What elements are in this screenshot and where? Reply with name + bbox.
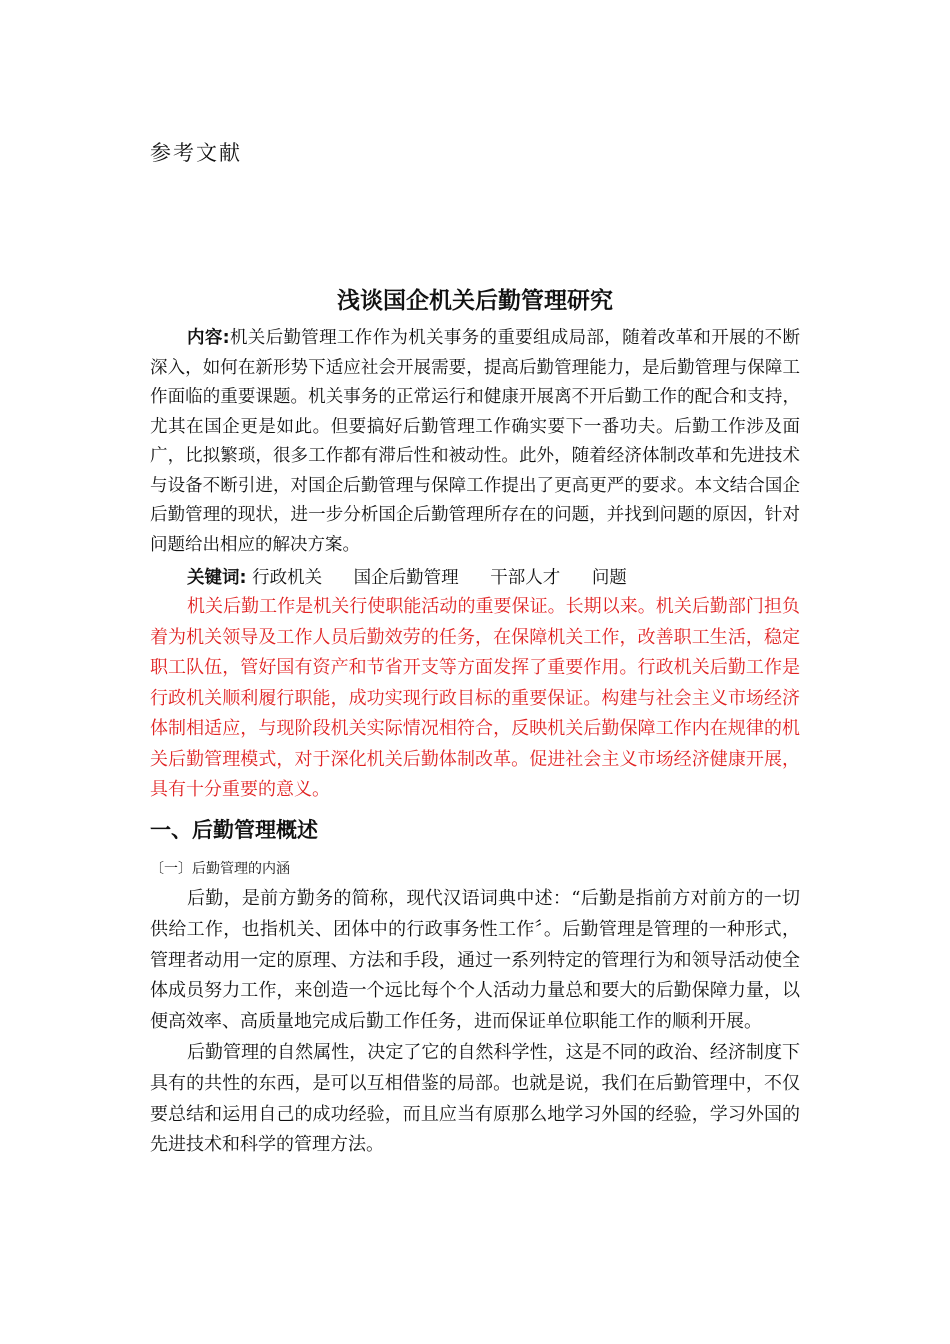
body-paragraph-2: 后勤管理的自然属性，决定了它的自然科学性，这是不同的政治、经济制度下具有的共性的东西，是可以互相借鉴的局部。也就是说，我们在后勤管理中，不仅要总结和运用自己的成功经验，而且应当有原那么地学习外国的经验，学习外国的先进技术和科学的管理方法。 xyxy=(150,1041,800,1156)
section-heading: 一、后勤管理概述 xyxy=(150,818,318,842)
intro-red-paragraph: 机关后勤工作是机关行使职能活动的重要保证。长期以来。机关后勤部门担负着为机关领导及工作人员后勤效劳的任务，在保障机关工作，改善职工生活，稳定职工队伍，管好国有资产和节省开支等方面发挥了重要作用。行政机关后勤工作是行政机关顺利履行职能，成功实现行政目标的重要保证。构建与社会主义市场经济体制相适应，与现阶段机关实际情况相符合，反映机关后勤保障工作内在规律的机关后勤管理模式，对于深化机关后勤体制改革。促进社会主义市场经济健康开展，具有十分重要的意义。 xyxy=(150,596,800,800)
section-body xyxy=(150,884,800,1161)
keyword-item: 行政机关 xyxy=(252,568,323,588)
subsection-heading: 〔一〕后勤管理的内涵 xyxy=(150,861,290,877)
paper-title: 浅谈国企机关后勤管理研究 xyxy=(337,288,613,314)
keywords-line xyxy=(150,564,837,594)
intro-red-block xyxy=(150,592,800,806)
keywords-label: 关键词: xyxy=(187,568,247,588)
abstract-label: 内容: xyxy=(187,328,230,348)
keyword-item: 国企后勤管理 xyxy=(353,568,459,588)
abstract-paragraph xyxy=(150,324,800,560)
references-heading: 参考文献 xyxy=(150,141,242,165)
abstract xyxy=(150,324,800,560)
keyword-item: 问题 xyxy=(591,568,627,588)
abstract-text: 机关后勤管理工作作为机关事务的重要组成局部，随着改革和开展的不断深入，如何在新形势下适应社会开展需要，提高后勤管理能力，是后勤管理与保障工作面临的重要课题。机关事务的正常运行和健康开展离不开后勤工作的配合和支持，尤其在国企更是如此。但要搞好后勤管理工作确实要下一番功夫。后勤工作涉及面广，比拟繁琐，很多工作都有滞后性和被动性。此外，随着经济体制改革和先进技术与设备不断引进，对国企后勤管理与保障工作提出了更高更严的要求。本文结合国企后勤管理的现状，进一步分析国企后勤管理所存在的问题，并找到问题的原因，针对问题给出相应的解决方案。 xyxy=(150,328,801,555)
body-paragraph-1: 后勤，是前方勤务的简称，现代汉语词典中述：“后勤是指前方对前方的一切供给工作，也指机关、团体中的行政事务性工作〞。后勤管理是管理的一种形式，管理者动用一定的原理、方法和手段，通过一系列特定的管理行为和领导活动使全体成员努力工作，来创造一个远比每个个人活动力量总和要大的后勤保障力量，以便高效率、高质量地完成后勤工作任务，进而保证单位职能工作的顺利开展。 xyxy=(150,888,800,1033)
keyword-item: 干部人才 xyxy=(490,568,561,588)
